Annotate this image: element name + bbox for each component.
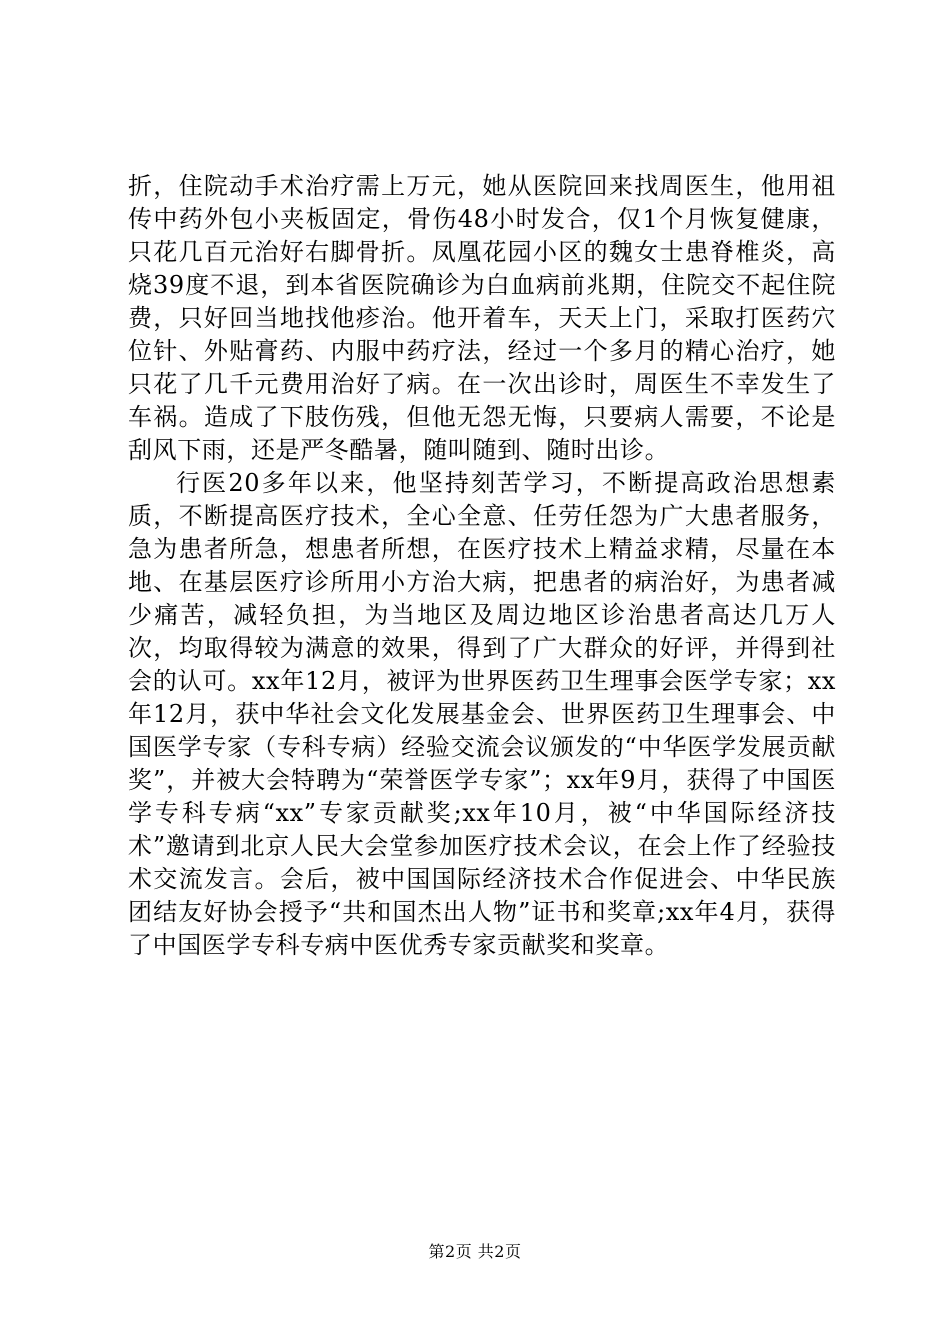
- paragraph-2: 行医20多年以来，他坚持刻苦学习，不断提高政治思想素质，不断提高医疗技术，全心全意、任劳任怨为广大患者服务，急为患者所急，想患者所想，在医疗技术上精益求精，尽量在本地、在基层医疗诊所用小方治大病，把患者的病治好，为患者减少痛苦，减轻负担，为当地区及周边地区诊治患者高达几万人次，均取得较为满意的效果，得到了广大群众的好评，并得到社会的认可。xx年12月，被评为世界医药卫生理事会医学专家；xx年12月，获中华社会文化发展基金会、世界医药卫生理事会、中国医学专家（专科专病）经验交流会议颁发的“中华医学发展贡献奖”，并被大会特聘为“荣誉医学专家”；xx年9月，获得了中国医学专科专病“xx”专家贡献奖;xx年10月，被“中华国际经济技术”邀请到北京人民大会堂参加医疗技术会议，在会上作了经验技术交流发言。会后，被中国国际经济技术合作促进会、中华民族团结友好协会授予“共和国杰出人物”证书和奖章;xx年4月，获得了中国医学专科专病中医优秀专家贡献奖和奖章。: [128, 469, 836, 959]
- page-footer: 第2页 共2页: [428, 1242, 522, 1261]
- document-body: [128, 170, 836, 962]
- paragraph-1: 折，住院动手术治疗需上万元，她从医院回来找周医生，他用祖传中药外包小夹板固定，骨伤48小时发合，仅1个月恢复健康，只花几百元治好右脚骨折。凤凰花园小区的魏女士患脊椎炎，高烧39度不退，到本省医院确诊为白血病前兆期，住院交不起住院费，只好回当地找他疹治。他开着车，天天上门，采取打医药穴位针、外贴膏药、内服中药疗法，经过一个多月的精心治疗，她只花了几千元费用治好了病。在一次出诊时，周医生不幸发生了车祸。造成了下肢伤残，但他无怨无悔，只要病人需要，不论是刮风下雨，还是严冬酷暑，随叫随到、随时出诊。: [128, 172, 836, 464]
